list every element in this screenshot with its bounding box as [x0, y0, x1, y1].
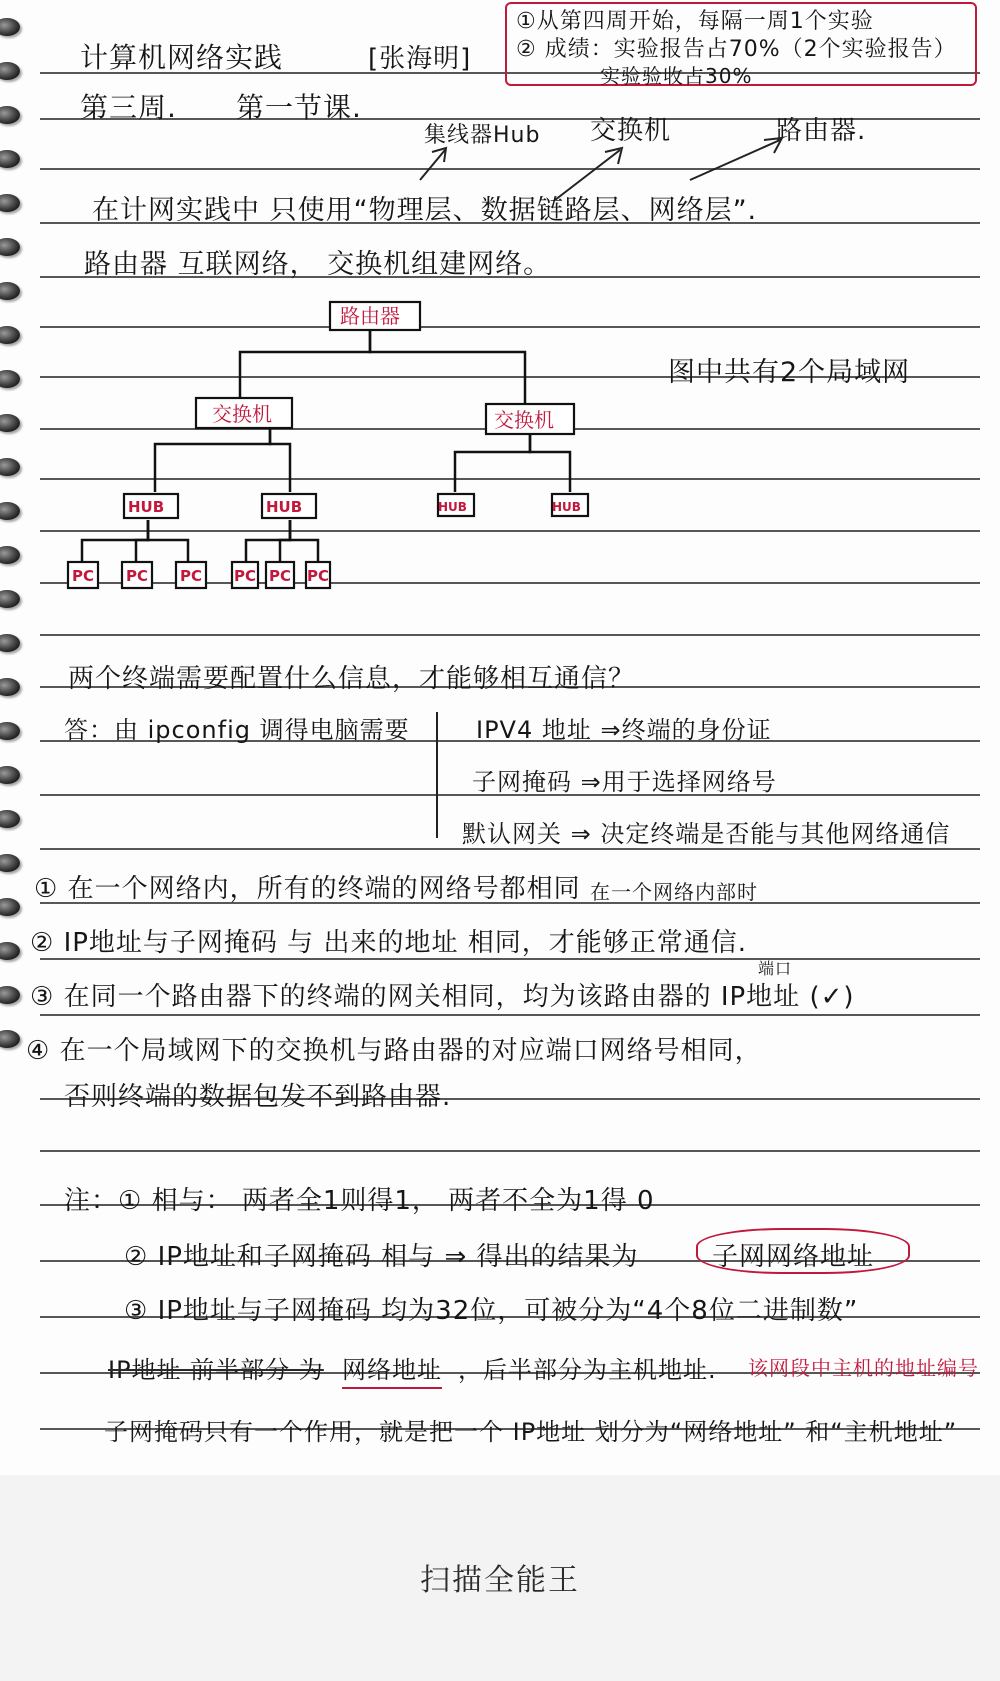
answer-lead: 答：由 ipconfig 调得电脑需要: [64, 716, 410, 744]
rule-3-note: 端口: [758, 959, 793, 978]
intro-line-1: 在计网实践中 只使用“物理层、数据链路层、网络层”.: [92, 195, 758, 226]
answer-brace: [436, 712, 438, 838]
rule-5: 否则终端的数据包发不到路由器.: [64, 1082, 452, 1112]
pc-label: PC: [126, 567, 149, 585]
hub-label: HUB: [438, 500, 467, 514]
rule-1: ① 在一个网络内，所有的终端的网络号都相同: [34, 874, 581, 904]
note-4b: 网络地址: [342, 1350, 442, 1389]
note-2b: 子网网络地址: [712, 1242, 875, 1272]
grading-note-2: ② 成绩：实验报告占70%（2个实验报告）: [516, 37, 957, 62]
switch-right-label: 交换机: [494, 408, 554, 432]
device-router-label: 路由器.: [776, 116, 867, 146]
note-5: 子网掩码只有一个作用，就是把一个 IP地址 划分为“网络地址” 和“主机地址”: [104, 1418, 958, 1446]
network-topology-diagram: [0, 0, 1000, 620]
grading-note-1: ①从第四周开始，每隔一周1个实验: [516, 9, 874, 34]
question: 两个终端需要配置什么信息，才能够相互通信？: [68, 664, 636, 694]
rule-1-note: 在一个网络内部时: [590, 880, 758, 904]
note-1: 注：① 相与： 两者全1则得1， 两者不全为1得 0: [64, 1186, 655, 1216]
answer-item-gateway: 默认网关 ⇒ 决定终端是否能与其他网络通信: [462, 820, 951, 848]
rule-3: ③ 在同一个路由器下的终端的网关相同，均为该路由器的 IP地址 (✓): [30, 982, 855, 1012]
device-switch-label: 交换机: [590, 116, 672, 146]
device-hub-label: 集线器Hub: [424, 123, 541, 148]
author: [张海明]: [368, 44, 472, 74]
router-label: 路由器: [340, 304, 400, 328]
note-4a: IP地址 前半部分 为: [108, 1356, 324, 1384]
rule-4: ④ 在一个局域网下的交换机与路由器的对应端口网络号相同，: [26, 1036, 762, 1066]
switch-left-label: 交换机: [212, 402, 272, 426]
answer-item-ipv4: IPV4 地址 ⇒终端的身份证: [476, 716, 772, 744]
hub-label: HUB: [552, 500, 581, 514]
intro-line-2: 路由器 互联网络， 交换机组建网络。: [84, 249, 552, 280]
note-2a: ② IP地址和子网掩码 相与 ⇒ 得出的结果为: [124, 1242, 639, 1272]
pc-label: PC: [180, 567, 203, 585]
pc-label: PC: [234, 567, 257, 585]
note-3: ③ IP地址与子网掩码 均为32位，可被分为“4个8位二进制数”: [124, 1296, 859, 1326]
note-4d: 该网段中主机的地址编号: [748, 1356, 979, 1380]
note-4c: ，后半部分为主机地址.: [458, 1356, 717, 1384]
hub-label: HUB: [266, 498, 303, 516]
course-title: 计算机网络实践: [80, 41, 284, 74]
lesson-label: 第一节课.: [236, 91, 362, 124]
pc-label: PC: [72, 567, 95, 585]
scanner-watermark-footer: [0, 1475, 1000, 1681]
pc-label: PC: [307, 567, 330, 585]
hub-label: HUB: [128, 498, 165, 516]
diagram-note: 图中共有2个局域网: [668, 357, 911, 388]
answer-item-subnet: 子网掩码 ⇒用于选择网络号: [472, 768, 777, 796]
scanner-app-name: 扫描全能王: [420, 1563, 580, 1598]
grading-note-3: 实验验收占30%: [600, 64, 753, 88]
week-label: 第三周.: [80, 91, 177, 124]
rule-2: ② IP地址与子网掩码 与 出来的地址 相同，才能够正常通信.: [30, 928, 747, 958]
pc-label: PC: [269, 567, 292, 585]
